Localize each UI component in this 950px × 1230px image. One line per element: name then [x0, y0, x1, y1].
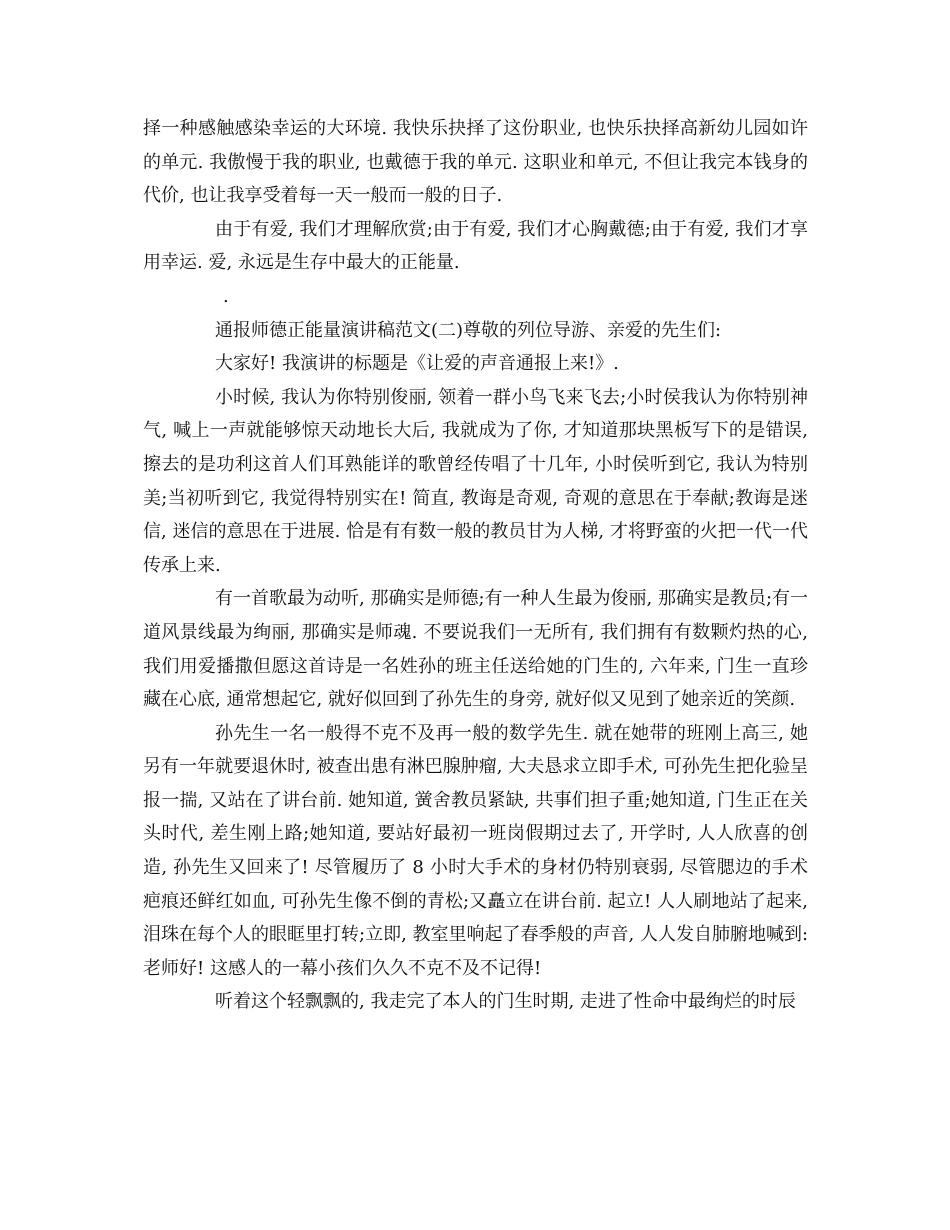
paragraph-greeting: 大家好! 我演讲的标题是《让爱的声音通报上来!》.: [215, 353, 619, 375]
document-body: [143, 112, 808, 1019]
paragraph-1: 择一种感触感染幸运的大环境. 我快乐抉择了这份职业, 也快乐抉择高新幼儿园如许的单元. 我傲慢于我的职业, 也戴德于我的单元. 这职业和单元, 不但让我完本钱身的代价, 也让我享受着每一天一般而一般的日子.: [143, 118, 808, 207]
paragraph-5: 孙先生一名一般得不克不及再一般的数学先生. 就在她带的班刚上高三, 她另有一年就要退休时, 被查出患有淋巴腺肿瘤, 大夫恳求立即手术, 可孙先生把化验呈报一揣, 又站在了讲台前. 她知道, 黉舍教员紧缺, 共事们担子重;她知道, 门生正在关头时代, 差生刚上路;她知道, 要站好最初一班岗假期过去了, 开学时, 人人欣喜的创造, 孙先生又回来了! 尽管履历了 8 小时大手术的身材仍特别衰弱, 尽管腮边的手术疤痕还鲜红如血, 可孙先生像不倒的青松;又矗立在讲台前. 起立! 人人刷地站了起来, 泪珠在每个人的眼眶里打转;立即, 教室里响起了春季般的声音, 人人发自肺腑地喊到: 老师好! 这感人的一幕小孩们久久不克不及不记得!: [143, 722, 809, 979]
paragraph-4: 有一首歌最为动听, 那确实是师德;有一种人生最为俊丽, 那确实是教员;有一道风景线最为绚丽, 那确实是师魂. 不要说我们一无所有, 我们拥有有数颗灼热的心, 我们用爱播撒但愿这首诗是一名姓孙的班主任送给她的门生的, 六年来, 门生一直珍藏在心底, 通常想起它, 就好似回到了孙先生的身旁, 就好似又见到了她亲近的笑颜.: [143, 588, 809, 711]
paragraph-dot: .: [223, 285, 229, 307]
paragraph-6: 听着这个轻飘飘的, 我走完了本人的门生时期, 走进了性命中最绚烂的时辰: [215, 991, 796, 1013]
paragraph-2: 由于有爱, 我们才理解欣赏;由于有爱, 我们才心胸戴德;由于有爱, 我们才享用幸运. 爱, 永远是生存中最大的正能量.: [143, 218, 808, 274]
paragraph-3: 小时候, 我认为你特别俊丽, 领着一群小鸟飞来飞去;小时侯我认为你特别神气, 喊上一声就能够惊天动地长大后, 我就成为了你, 才知道那块黑板写下的是错误, 擦去的是功利这首人们耳熟能详的歌曾经传唱了十几年, 小时侯听到它, 我认为特别美;当初听到它, 我觉得特别实在! 简直, 教诲是奇观, 奇观的意思在于奉献;教诲是迷信, 迷信的意思在于进展. 恰是有有数一般的教员甘为人梯, 才将野蛮的火把一代一代传承上来.: [143, 386, 808, 576]
paragraph-heading: 通报师德正能量演讲稿范文(二)尊敬的列位导游、亲爱的先生们:: [215, 319, 722, 341]
